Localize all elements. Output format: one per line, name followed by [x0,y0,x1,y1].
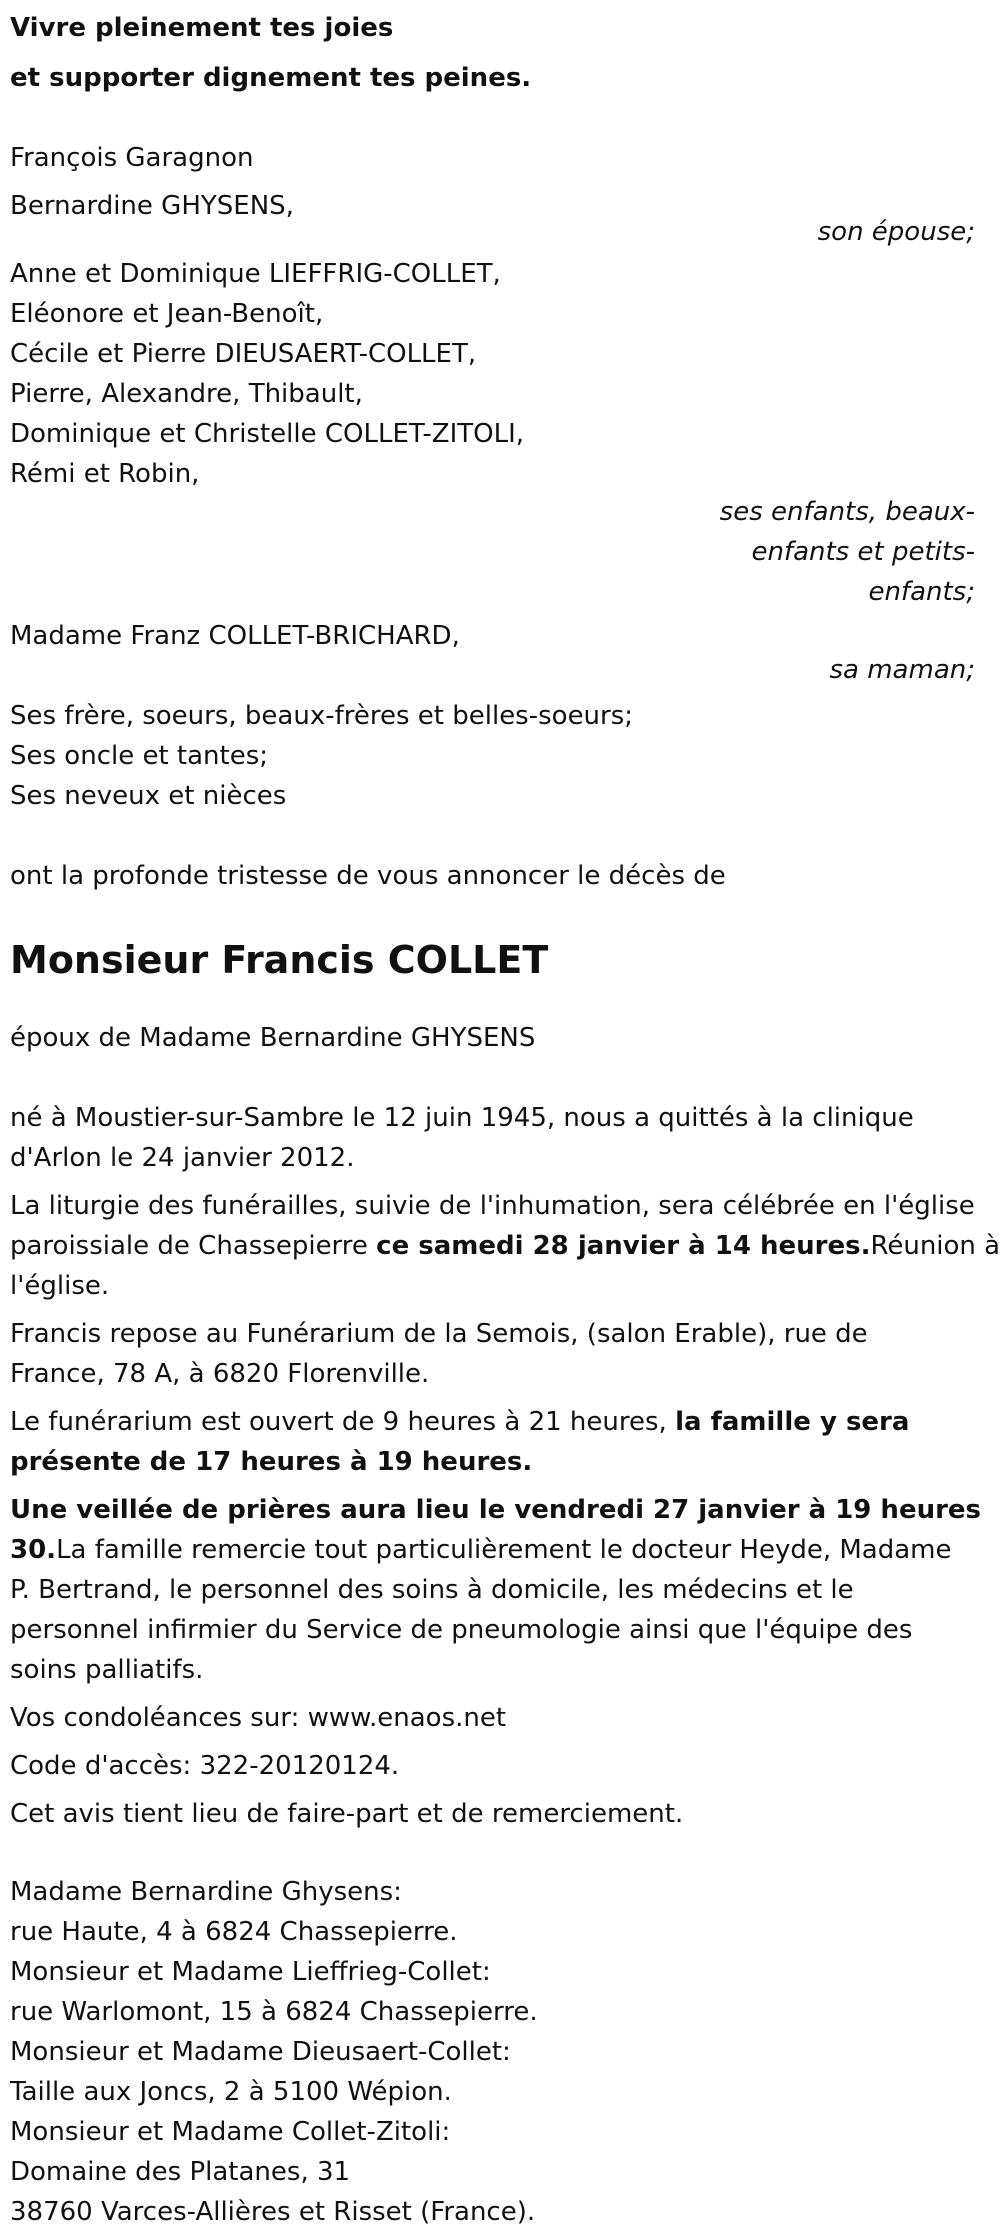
family-member: Dominique et Christelle COLLET-ZITOLI, [10,419,525,449]
family-role-line: enfants; [868,577,975,607]
family-role: sa maman; [829,655,975,685]
family-member: Ses frère, soeurs, beaux-frères et belles-soeurs; [10,701,634,731]
family-presence: la famille y sera [675,1407,910,1437]
liturgy-text: l'église. [10,1271,110,1301]
thanks-text-part: La famille remercie tout particulièrement le docteur Heyde, Madame [56,1535,952,1565]
address-line: Monsieur et Madame Lieffrieg-Collet: [10,1957,491,1987]
liturgy-text: La liturgie des funérailles, suivie de l'inhumation, sera célébrée en l'église [10,1191,975,1221]
family-member: Eléonore et Jean-Benoît, [10,299,324,329]
liturgy-text-part: Réunion à [870,1231,1000,1261]
family-member: Cécile et Pierre DIEUSAERT-COLLET, [10,339,477,369]
liturgy-date: ce samedi 28 janvier à 14 heures. [376,1231,871,1261]
liturgy-text-part: paroissiale de Chassepierre [10,1231,377,1261]
thanks-text [10,1530,990,1570]
details [10,1098,1000,1834]
family-role-line: enfants et petits- [751,537,975,567]
liturgy-text [10,1226,1000,1266]
address-line: Monsieur et Madame Dieusaert-Collet: [10,2037,511,2067]
family-presence: présente de 17 heures à 19 heures. [10,1447,533,1477]
family-list [10,134,990,816]
family-member: Ses neveux et nièces [10,781,287,811]
epigraph-line: Vivre pleinement tes joies [10,13,394,43]
thanks-text: personnel infirmier du Service de pneumologie ainsi que l'équipe des [10,1615,913,1645]
address-line: rue Haute, 4 à 6824 Chassepierre. [10,1917,458,1947]
family-role-line: ses enfants, beaux- [719,497,975,527]
family-member: Ses oncle et tantes; [10,741,269,771]
spouse-of: époux de Madame Bernardine GHYSENS [10,1023,536,1053]
family-member: François Garagnon [10,143,254,173]
access-code: Code d'accès: 322-20120124. [10,1751,400,1781]
rest-text: France, 78 A, à 6820 Florenville. [10,1359,430,1389]
vigil-text: Une veillée de prières aura lieu le vendredi 27 janvier à 19 heures [10,1495,982,1525]
opening-text [10,1402,990,1442]
thanks-text: soins palliatifs. [10,1655,204,1685]
thanks-text: P. Bertrand, le personnel des soins à domicile, les médecins et le [10,1575,854,1605]
family-role: son épouse; [817,217,975,247]
birth-text: d'Arlon le 24 janvier 2012. [10,1143,355,1173]
condolences-text: Vos condoléances sur: www.enaos.net [10,1703,507,1733]
rest-text: Francis repose au Funérarium de la Semois, (salon Erable), rue de [10,1319,868,1349]
address-line: Domaine des Platanes, 31 [10,2157,351,2187]
address-line: Madame Bernardine Ghysens: [10,1877,402,1907]
deceased-name: Monsieur Francis COLLET [10,938,549,982]
birth-text: né à Moustier-sur-Sambre le 12 juin 1945, nous a quittés à la clinique [10,1103,914,1133]
family-member: Bernardine GHYSENS, [10,191,294,221]
opening-text-part: Le funérarium est ouvert de 9 heures à 21 heures, [10,1407,676,1437]
notice-text: Cet avis tient lieu de faire-part et de remerciement. [10,1799,684,1829]
address-line: rue Warlomont, 15 à 6824 Chassepierre. [10,1997,538,2027]
address-list [10,1872,990,2232]
family-member: Anne et Dominique LIEFFRIG-COLLET, [10,259,501,289]
address-line: 38760 Varces-Allières et Risset (France). [10,2197,536,2227]
family-member: Madame Franz COLLET-BRICHARD, [10,621,460,651]
family-member: Rémi et Robin, [10,459,200,489]
epigraph-line: et supporter dignement tes peines. [10,63,532,93]
family-role [10,492,990,612]
vigil-text: 30. [10,1535,57,1565]
announcement-intro: ont la profonde tristesse de vous annoncer le décès de [10,861,726,891]
epigraph [10,4,990,104]
address-line: Taille aux Joncs, 2 à 5100 Wépion. [10,2077,452,2107]
address-line: Monsieur et Madame Collet-Zitoli: [10,2117,451,2147]
family-member: Pierre, Alexandre, Thibault, [10,379,363,409]
